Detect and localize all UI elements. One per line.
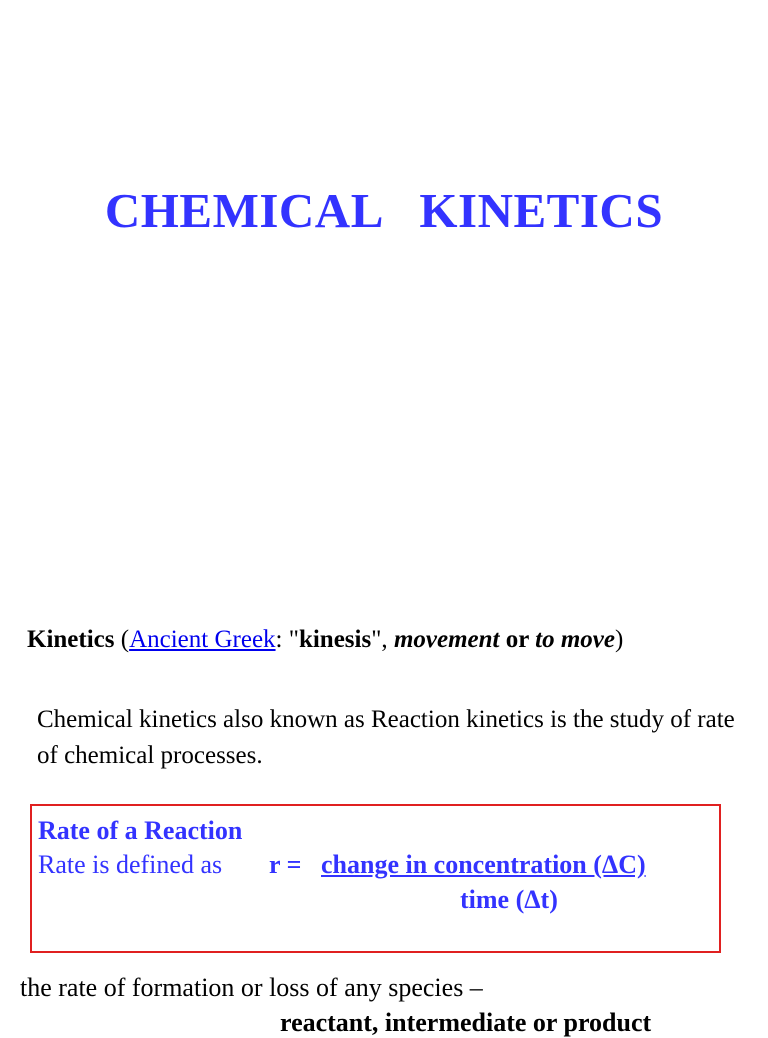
colon-quote: : ": [275, 626, 299, 653]
meaning-to-move: to move: [535, 626, 615, 653]
rate-symbol: r =: [269, 850, 302, 879]
greek-word: kinesis: [298, 626, 372, 653]
meaning-movement: movement: [393, 626, 500, 653]
page-title: CHEMICAL KINETICS: [104, 183, 664, 238]
kinetics-etymology-line: [27, 626, 623, 654]
rate-heading: Rate of a Reaction: [38, 816, 243, 845]
rate-denominator: time (Δt): [460, 885, 558, 914]
rate-intro: Rate is defined as: [38, 850, 223, 879]
species-types: reactant, intermediate or product: [280, 1008, 652, 1037]
separator: ",: [371, 626, 394, 653]
open-paren: (: [114, 626, 130, 653]
or-word: or: [499, 626, 536, 653]
ancient-greek-link[interactable]: Ancient Greek: [129, 626, 276, 653]
kinetics-term: Kinetics: [27, 626, 115, 653]
definition-paragraph: Chemical kinetics also known as Reaction kinetics is the study of rate of chemical processes.: [37, 706, 735, 769]
species-line: the rate of formation or loss of any species –: [20, 973, 483, 1002]
rate-numerator: change in concentration (ΔC): [321, 850, 646, 879]
close-paren: ): [614, 626, 624, 653]
rate-definition-box: [30, 804, 721, 953]
